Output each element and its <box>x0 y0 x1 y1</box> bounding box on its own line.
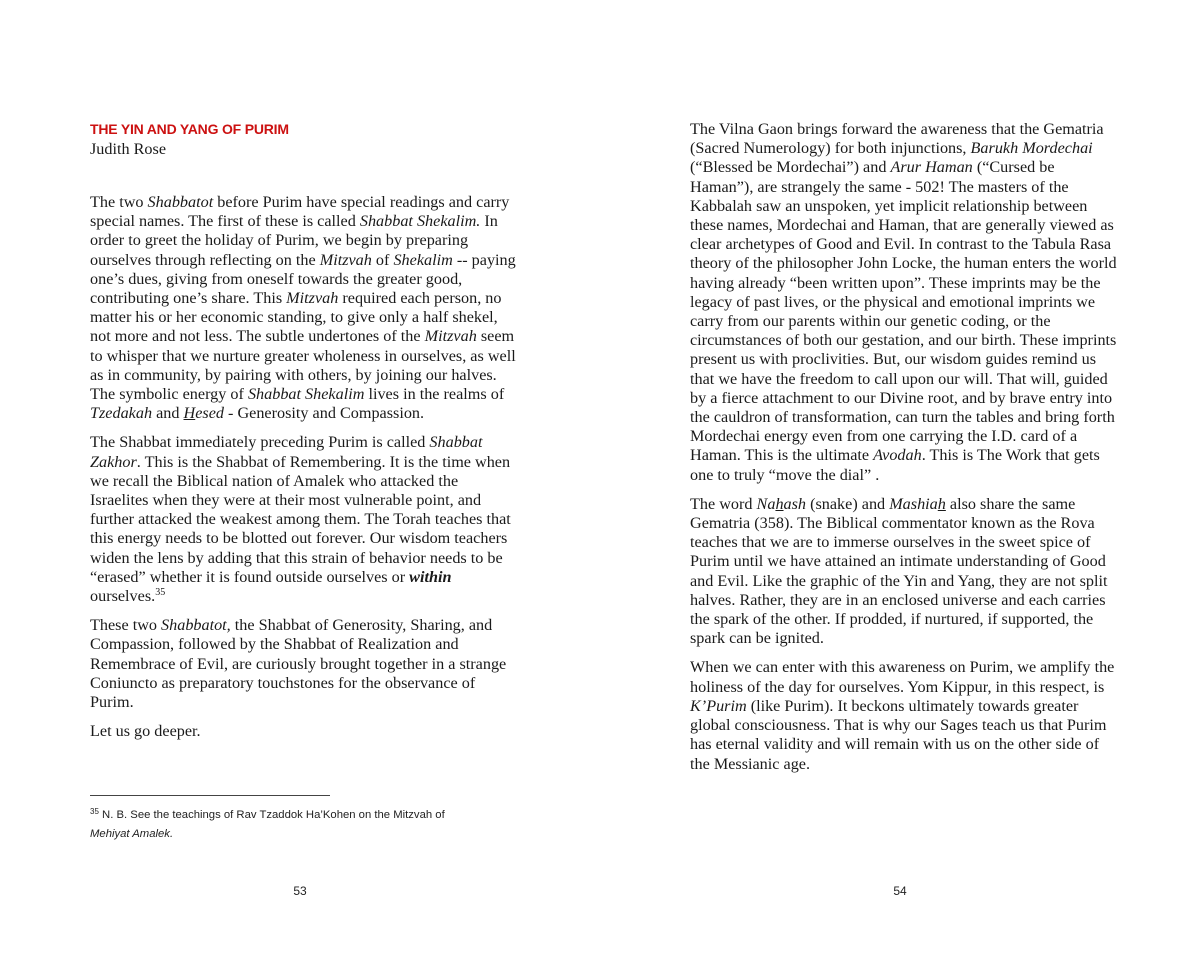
text-run: Shabbat Shekalim. <box>359 212 481 231</box>
text-run: also share the same Gematria (358). The Biblical commentator known as the Rova teaches that we are to immerse ourselves in the sweet spice of Purim until we have attained an intimate understanding of Good and Evil. Like the graphic of the Yin and Yang, they are not split halves. Rather, they are in an enclosed universe and each carries the spark of the other. If prodded, if nurtured, if supported, the spark can be ignited. <box>690 494 1108 648</box>
footnote-italic-text: Mehiyat Amalek. <box>90 828 174 840</box>
right-page <box>600 0 1200 960</box>
text-run: -- paying one’s dues, giving from oneself towards the greater good, contributing one’s share. This <box>90 250 516 308</box>
text-run: Mashia <box>889 494 938 513</box>
text-run: Shabbatot, <box>161 616 231 635</box>
text-run: the Shabbat of Generosity, Sharing, and Compassion, followed by the Shabbat of Realization and Remembrace of Evil, are curiously brought together in a strange Coniuncto as preparatory touchstones for the observance of Purim. <box>90 616 507 712</box>
footnote <box>90 806 520 844</box>
footnote-reference: 35 <box>155 587 166 599</box>
text-run: Avodah <box>873 446 922 465</box>
body-paragraph <box>90 616 520 712</box>
footnote-divider <box>90 795 330 796</box>
page-number-right: 54 <box>893 884 907 898</box>
left-paragraphs <box>90 193 520 741</box>
right-paragraphs <box>690 120 1120 774</box>
right-page-column <box>690 120 1120 784</box>
body-paragraph <box>90 193 520 423</box>
left-page-column <box>90 119 520 751</box>
text-run: Na <box>756 494 776 513</box>
text-run: (snake) and <box>806 494 890 513</box>
text-run: of <box>371 250 394 269</box>
text-run: within <box>409 567 452 586</box>
text-run: Mitzvah <box>319 250 372 269</box>
text-run: The Vilna Gaon brings forward the awareness that the Gematria (Sacred Numerology) for both injunctions, <box>690 120 1104 158</box>
text-run: esed <box>195 404 224 423</box>
text-run: Mitzvah <box>286 289 339 308</box>
text-run: K’Purim <box>690 696 747 715</box>
body-paragraph <box>690 495 1120 649</box>
text-run: The Shabbat immediately preceding Purim is called <box>90 433 430 452</box>
text-run: (like Purim). It beckons ultimately towards greater global consciousness. That is why our Sages teach us that Purim has eternal validity and will remain with us on the other side of the Messianic age. <box>690 696 1107 773</box>
text-run: - Generosity and Compassion. <box>223 404 425 423</box>
text-run: (“Cursed be Haman”), are strangely the same - 502! The masters of the Kabbalah saw an unspoken, yet implicit relationship between these names, Mordechai and Haman, that are generally viewed as clear archetypes of Good and Evil. In contrast to the Tabula Rasa theory of the philosopher John Locke, the human enters the world having already “been written upon”. These imprints may be the legacy of past lives, or the physical and emotional imprints we carry from our parents within our genetic coding, or the circumstances of both our gestation, and our birth. These imprints present us with proclivities. But, our wisdom guides remind us that we have the freedom to call upon our will. That will, guided by a fierce attachment to our Divine root, and by brave entry into the cauldron of transformation, can turn the tables and bring forth Mordechai energy even from one carrying the I.D. card of a Haman. This is the ultimate <box>690 158 1117 465</box>
text-run: lives in the realms of <box>364 385 505 404</box>
body-paragraph <box>690 658 1120 773</box>
text-run: Mitzvah <box>424 327 477 346</box>
body-paragraph <box>90 722 520 741</box>
text-run: The word <box>690 494 757 513</box>
text-run: Arur Haman <box>890 158 973 177</box>
text-run: Tzedakah <box>90 404 153 423</box>
text-run: Barukh Mordechai <box>970 139 1093 158</box>
text-run: Shabbatot <box>147 193 214 211</box>
text-run: Shabbat Shekalim <box>247 385 365 404</box>
body-paragraph <box>90 433 520 606</box>
text-run: required each person, no matter his or her economic standing, to give only a half shekel, not more and not less. The subtle undertones of the <box>90 289 502 346</box>
text-run: h <box>775 494 784 513</box>
text-run: In order to greet the holiday of Purim, we begin by preparing ourselves through reflecting on the <box>90 212 498 269</box>
text-run: ash <box>783 494 807 513</box>
text-run: and <box>152 404 184 423</box>
text-run: (“Blessed be Mordechai”) and <box>690 158 891 177</box>
page-number-left: 53 <box>293 884 307 898</box>
footnote-text: N. B. See the teachings of Rav Tzaddok Ha’Kohen on the Mitzvah of <box>98 809 445 821</box>
text-run: . This is The Work that gets one to truly “move the dial” . <box>690 446 1100 484</box>
text-run: These two <box>90 616 162 635</box>
text-run: Shabbat Zakhor <box>90 433 483 471</box>
text-run: When we can enter with this awareness on Purim, we amplify the holiness of the day for ourselves. Yom Kippur, in this respect, is <box>690 658 1115 696</box>
text-run: Shekalim <box>393 250 453 269</box>
article-author: Judith Rose <box>90 140 166 158</box>
footnote-marker: 35 <box>90 807 99 816</box>
text-run: H <box>183 404 196 423</box>
text-run: h <box>937 494 946 513</box>
text-run: . This is the Shabbat of Remembering. It is the time when we recall the Biblical nation of Amalek who attacked the Israelites when they were at their most vulnerable point, and further attacked the weakest among them. The Torah teaches that this energy needs to be blotted out forever. Our wisdom teachers widen the lens by adding that this strain of behavior needs to be “erased” whether it is found outside ourselves or <box>90 452 511 586</box>
article-title: THE YIN AND YANG OF PURIM <box>90 121 289 137</box>
text-run: Let us go deeper. <box>90 722 201 741</box>
text-run: before Purim have special readings and carry special names. The first of these is called <box>90 193 510 231</box>
text-run: The two <box>90 193 148 211</box>
text-run: seem to whisper that we nurture greater wholeness in ourselves, as well as in community, by pairing with others, by joining our halves. The symbolic energy of <box>90 327 516 404</box>
text-run: ourselves. <box>90 587 156 606</box>
body-paragraph <box>690 120 1120 485</box>
